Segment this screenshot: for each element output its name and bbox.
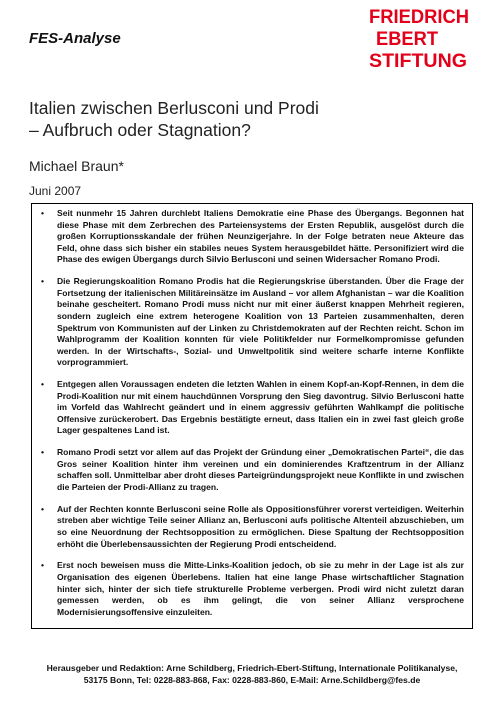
summary-text: Die Regierungskoalition Romano Prodis hat die Regierungskrise überstanden. Über die Frage der Fortsetzung der italienischen Militäreinsätze im Ausland – vor allem Afghanistan – war die Koalition beinahe gescheitert. Romano Prodi muss nicht nur mit einer äußerst knappen Mehrheit regieren, sondern zugleich eine extrem heterogene Koalition von 13 Parteien zusammenhalten, deren Spektrum von Kommunisten auf der Linken zu Christdemokraten auf der Rechten reicht. Schon im Wahlprogramm der Koalition konnten für viele Politikfelder nur Formelkompromisse gefunden werden. In der Wirtschafts-, Sozial- und Umweltpolitik sind weitere scharfe interne Konflikte vorprogrammiert.	[57, 276, 464, 368]
summary-item	[40, 208, 464, 266]
logo-word-1: FRIEDRICH	[369, 6, 469, 28]
footer-line: 53175 Bonn, Tel: 0228-883-868, Fax: 0228-883-860, E-Mail: Arne.Schildberg@fes.de	[83, 675, 421, 685]
summary-box	[31, 203, 473, 629]
publication-date: Juni 2007	[29, 184, 82, 198]
summary-text: Erst noch beweisen muss die Mitte-Links-Koalition jedoch, ob sie zu mehr in der Lage ist als zur Organisation des eigenen Überlebens. Italien hat eine lange Phase wirtschaftlicher Stagnation hinter sich, hinter der sich tiefe strukturelle Probleme verbergen. Prodi wird nicht zuletzt daran gemessen werden, ob es ihm gelingt, die von seiner Allianz versprochene Modernisierungsoffensive einzuleiten.	[57, 560, 464, 617]
logo-word-2: EBERT	[376, 28, 439, 50]
author-name: Michael Braun*	[29, 158, 124, 174]
publisher-footer	[20, 662, 484, 686]
bullet-icon: •	[41, 276, 44, 287]
bullet-icon: •	[41, 447, 44, 458]
summary-text: Seit nunmehr 15 Jahren durchlebt Italiens Demokratie eine Phase des Übergangs. Begonnen hat diese Phase mit dem Zerbrechen des Parteiensystems der Ersten Republik, ausgelöst durch die großen Korruptionsskandale der frühen Neunzigerjahre. In der Folge betraten neue Akteure das Feld, ohne dass sich bisher ein stabiles neues System herausgebildet hätte. Personifiziert wird die Phase des ewigen Übergangs durch Silvio Berlusconi und seinen Widersacher Romano Prodi.	[57, 208, 464, 265]
summary-item	[40, 276, 464, 369]
summary-item	[40, 379, 464, 437]
title-line: – Aufbruch oder Stagnation?	[29, 120, 251, 140]
fes-logo-mark	[367, 2, 471, 74]
fes-logo	[367, 2, 471, 74]
bullet-icon: •	[41, 208, 44, 218]
logo-word-3: STIFTUNG	[369, 50, 467, 72]
series-label: FES-Analyse	[29, 30, 121, 47]
title-line: Italien zwischen Berlusconi und Prodi	[29, 98, 319, 118]
summary-item	[40, 504, 464, 550]
bullet-icon: •	[41, 503, 44, 514]
summary-text: Romano Prodi setzt vor allem auf das Projekt der Gründung einer „Demokratischen Partei“, die das Gros seiner Koalition hinter ihm vereinen und ein dominierendes Kraftzentrum in der Allianz schaffen soll. Unmittelbar aber droht dieses Parteigründungsprojekt neue Konflikte in und zwischen die Parteien der Prodi-Allianz zu tragen.	[57, 447, 464, 493]
summary-text: Auf der Rechten konnte Berlusconi seine Rolle als Oppositionsführer vorerst verteidigen. Weiterhin streben aber wichtige Teile seiner Allianz an, Berlusconi aufs politische Altenteil abzuschieben, um so eine Neuordnung der Rechtsopposition zu ermöglichen. Diese Spaltung der Rechtsopposition erhöht die Überlebensaussichten der Regierung Prodi entscheidend.	[57, 503, 464, 549]
summary-item	[40, 447, 464, 493]
document-title	[29, 97, 359, 141]
bullet-icon: •	[41, 560, 44, 571]
summary-text: Entgegen allen Voraussagen endeten die letzten Wahlen in einem Kopf-an-Kopf-Rennen, in dem die Prodi-Koalition nur mit einem hauchdünnen Vorsprung den Sieg davontrug. Silvio Berlusconi hatte im Vorfeld das Wahlrecht geändert und in einem aggressiv geführten Wahlkampf die politische Offensive zurückerobert. Das Ergebnis bestätigte erneut, dass Italien ein in zwei fast gleich große Lager gespaltenes Land ist.	[57, 379, 464, 436]
footer-line: Herausgeber und Redaktion: Arne Schildberg, Friedrich-Ebert-Stiftung, Internationale Politikanalyse,	[46, 663, 458, 673]
summary-item	[40, 560, 464, 618]
bullet-icon: •	[41, 379, 44, 390]
summary-list	[40, 208, 464, 618]
